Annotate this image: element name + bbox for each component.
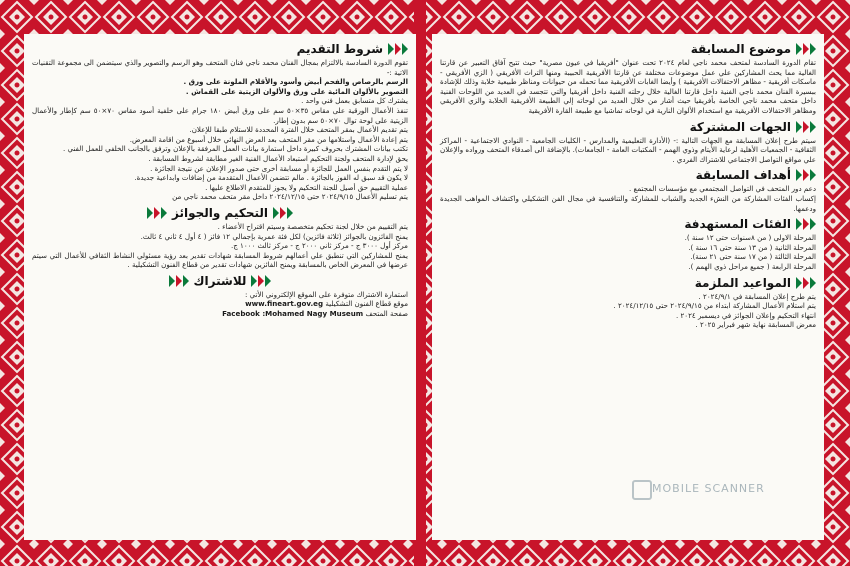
judging-item: يمنح الفائزون بالجوائز (ثلاثة فائزين) لكل فئة عمرية بإجمالي ١٢ فائز ( ٤ أول ٤ ثاني ٤ ثالث.: [140, 231, 408, 241]
condition-item: عملية التقييم حق أصيل للجنة التحكيم ولا يجوز للمتقدم الاطلاع عليها .: [205, 182, 408, 192]
date-item: يتم استلام الأعمال المشاركة ابتداء من ٢٠٢٤/٩/١٥ حتى ٢٠٢٤/١٢/١٥ .: [613, 301, 816, 311]
diamond-ornament-icon: [388, 43, 408, 55]
group-item: المرحلة الرابعة ( جميع مراحل ذوي الهمم ).: [688, 261, 816, 271]
goals-list: [440, 184, 816, 213]
condition-item: لا يتم التقدم بنفس العمل للجائزة أو مسابقة أخرى حتى صدور الإعلان عن نتيجة الجائزة .: [150, 163, 408, 173]
diamond-ornament-icon: [796, 277, 816, 289]
conditions-title: شروط التقديم: [296, 42, 383, 56]
dates-list: [440, 292, 816, 330]
group-item: المرحلة الثالثة ( من ١٧ سنة حتى ٢١ سنة).: [690, 252, 816, 262]
subscription-label: موقع قطاع الفنون التشكيلية: [325, 299, 408, 309]
groups-title: الفئات المستهدفة: [684, 217, 791, 232]
groups-heading: [440, 217, 816, 231]
condition-item: تنفذ الأعمال الورقية على مقاس ٣٥×٥٠ سم على ورق أبيض ١٨٠ جرام على خلفية أسود مقاس ٧٠×٥٠ سم كإطار والأعمال الزيتية على لوحة توال ٧٠×٥٠ سم بدون إطار.: [32, 105, 408, 125]
subscription-row: [32, 299, 408, 309]
website-link[interactable]: www.fineart.gov.eg: [245, 299, 324, 309]
diamond-ornament-icon: [273, 207, 293, 219]
judging-title: التحكيم والجوائز: [172, 205, 268, 220]
diamond-ornament-icon: [796, 169, 816, 181]
dates-heading: [440, 276, 816, 290]
conditions-technique: التصوير بالألوان المائية على ورق والألوان الزيتية على القماش .: [185, 86, 408, 96]
conditions-heading: [32, 42, 408, 56]
diamond-ornament-icon: [796, 43, 816, 55]
judging-item: مركز أول ٣٠٠٠ ج - مركز ثاني ٢٠٠٠ ج - مركز ثالث ١٠٠٠ ج.: [230, 241, 408, 251]
diamond-ornament-icon: [169, 275, 189, 287]
judging-heading: [32, 206, 408, 220]
conditions-intro: تقوم الدورة السادسة بالالتزام بمجال الفنان محمد ناجي فنان المتحف وهو الرسم والتصوير والذي سيتضمن الى مجموعة التقنيات الاتية :-: [32, 58, 408, 77]
judging-item: يمنح للمشاركين التي تنطبق علي أعمالهم شروط المسابقة شهادات تقدير بعد رؤية مسئولي النشاط الثقافي للأعمال التي سيتم عرضها في المعرض الخاص بالمسابقة ويمنح الفائزين شهادات تقدير من قطاع الفنون التشكيلية .: [32, 250, 408, 270]
right-panel: [432, 34, 824, 540]
condition-item: يشترك كل متسابق بعمل فني واحد .: [301, 96, 408, 106]
subscription-row: [32, 309, 408, 319]
partners-text: سيتم طرح إعلان المسابقة مع الجهات التالية :- (الأدارة التعليمية والمدارس - الكليات الجامعية - النوادي الاجتماعية - المراكز الثقافية - الجمعيات الأهلية لرعاية الأيتام وذوي الهمم - المكتبات العامة - الجامعات). بالإضافة الى أصدقاء المتحف ورواده والإعلان علي مواقع التواصل الاجتماعي للاشتراك الفردي .: [440, 135, 816, 164]
left-panel: [24, 34, 416, 540]
date-item: يتم طرح إعلان المسابقة في ٢٠٢٤/٩/١ .: [698, 291, 816, 301]
date-item: معرض المسابقة نهاية شهر فبراير ٢٠٢٥ .: [695, 320, 816, 330]
diamond-ornament-icon: [796, 121, 816, 133]
scanner-logo-icon: [632, 480, 652, 500]
facebook-link[interactable]: Facebook :Mohamed Nagy Museum: [222, 309, 364, 319]
date-item: انتهاء التحكيم وإعلان الجوائز في ديسمبر ٢٠٢٤ .: [675, 310, 816, 320]
competition-text: تقام الدورة السادسة لمتحف محمد ناجي لعام ٢٠٢٤ تحت عنوان "أفريقيا في عيون مصرية" حيث تتيح آفاق التعبير عن قارتنا الغالية مما يحث المشاركين علي عمل موضوعات مختلفة عن قارتنا الأفريقية الحبيبة ومنها التراث الأفريقي ( الزي الأفريقي - ماسكات أفريقية - مظاهر الاحتفالات الأفريقية ) وأيضا الغابات الأفريقية مما تحمله من حيوانات ومناظر طبيعية خلابة وذلك للإشادة ببسيرة الفنان محمد ناجي الفنية داخل قارتنا الغالية خلال رحلته الفنية داخل أفريقيا والتي تتجسد في العديد من اللوحات الفنية داخل متحف محمد ناجي الخاصة بأفريقيا حيث أشار من خلال العديد من لوحاته إلي الطبيعة الأفريقية الخلابة والزي الأفريقي ومظاهر الاحتفالات الأفريقية مع استخدام الألوان النارية في لوحاته تماشيا مع طبيعة القارة الأفريقية: [440, 58, 816, 115]
subscription-text: [32, 290, 408, 319]
group-item: المرحلة الاولى ( من ٨سنوات حتى ١٢ سنة ).: [684, 233, 816, 243]
groups-list: [440, 233, 816, 271]
partners-heading: [440, 120, 816, 134]
competition-heading: [440, 42, 816, 56]
conditions-text: [32, 58, 408, 202]
condition-item: يتم تسليم الأعمال ٢٠٢٤/٩/١٥ حتى ٢٠٢٤/١٢/١٥ داخل مقر متحف محمد ناجي من: [172, 192, 408, 202]
diamond-ornament-icon: [796, 218, 816, 230]
dates-title: المواعيد الملزمة: [694, 275, 791, 290]
subscription-title: للاشتراك: [193, 273, 247, 288]
subscription-label: صفحة المتحف: [365, 309, 408, 319]
subscription-intro: استمارة الاشتراك متوفرة على الموقع الإلكتروني الأتي :: [244, 289, 408, 299]
subscription-heading: [32, 274, 408, 288]
partners-title: الجهات المشتركة: [689, 119, 791, 134]
goals-title: أهداف المسابقة: [695, 168, 791, 183]
group-item: المرحلة الثانية ( من ١٣ سنة حتى ١٦ سنة ).: [688, 242, 816, 252]
scanner-watermark: MOBILE SCANNER: [652, 482, 765, 495]
condition-item: يحق لإدارة المتحف ولجنة التحكيم استبعاد الأعمال الفنية الغير مطابقة لشروط المسابقة .: [148, 153, 408, 163]
competition-title: موضوع المسابقة: [690, 42, 791, 56]
condition-item: يتم إعادة الأعمال واستلامها من مقر المتحف بعد العرض النهائي خلال أسبوع من اقامة المعرض.: [129, 134, 408, 144]
goals-heading: [440, 168, 816, 182]
judging-item: يتم التقييم من خلال لجنة تحكيم متخصصة وسيتم اقتراح الأعضاء .: [217, 221, 408, 231]
condition-item: لا يكون قد سبق له الفوز بالجائزة . مالم تتضمن الأعمال المتقدمة من إضافات وابداعية جديدة.: [134, 173, 408, 183]
conditions-technique: الرسم بالرصاص والفحم أبيض وأسود والأقلام الملونة على ورق .: [183, 77, 408, 87]
condition-item: يتم تقديم الأعمال بمقر المتحف خلال الفترة المحددة للاستلام طبقا للإعلان.: [189, 125, 408, 135]
diamond-ornament-icon: [251, 275, 271, 287]
diamond-ornament-icon: [147, 207, 167, 219]
goal-item: إكساب الفئات المشاركة من النشء الجديد والشباب للمشاركة والتنافسية في مجال الفن التشكيلي واكتشاف المواهب الجديدة ودعمها.: [440, 193, 816, 213]
judging-list: [32, 222, 408, 270]
goal-item: دعم دور المتحف في التواصل المجتمعي مع مؤسسات المجتمع .: [629, 184, 816, 194]
condition-item: تكتب بيانات المشترك بحروف كبيرة داخل استمارة بيانات العمل المرفقة بالإعلان وترفق بالجانب الخلفي للعمل الفني .: [62, 144, 408, 154]
